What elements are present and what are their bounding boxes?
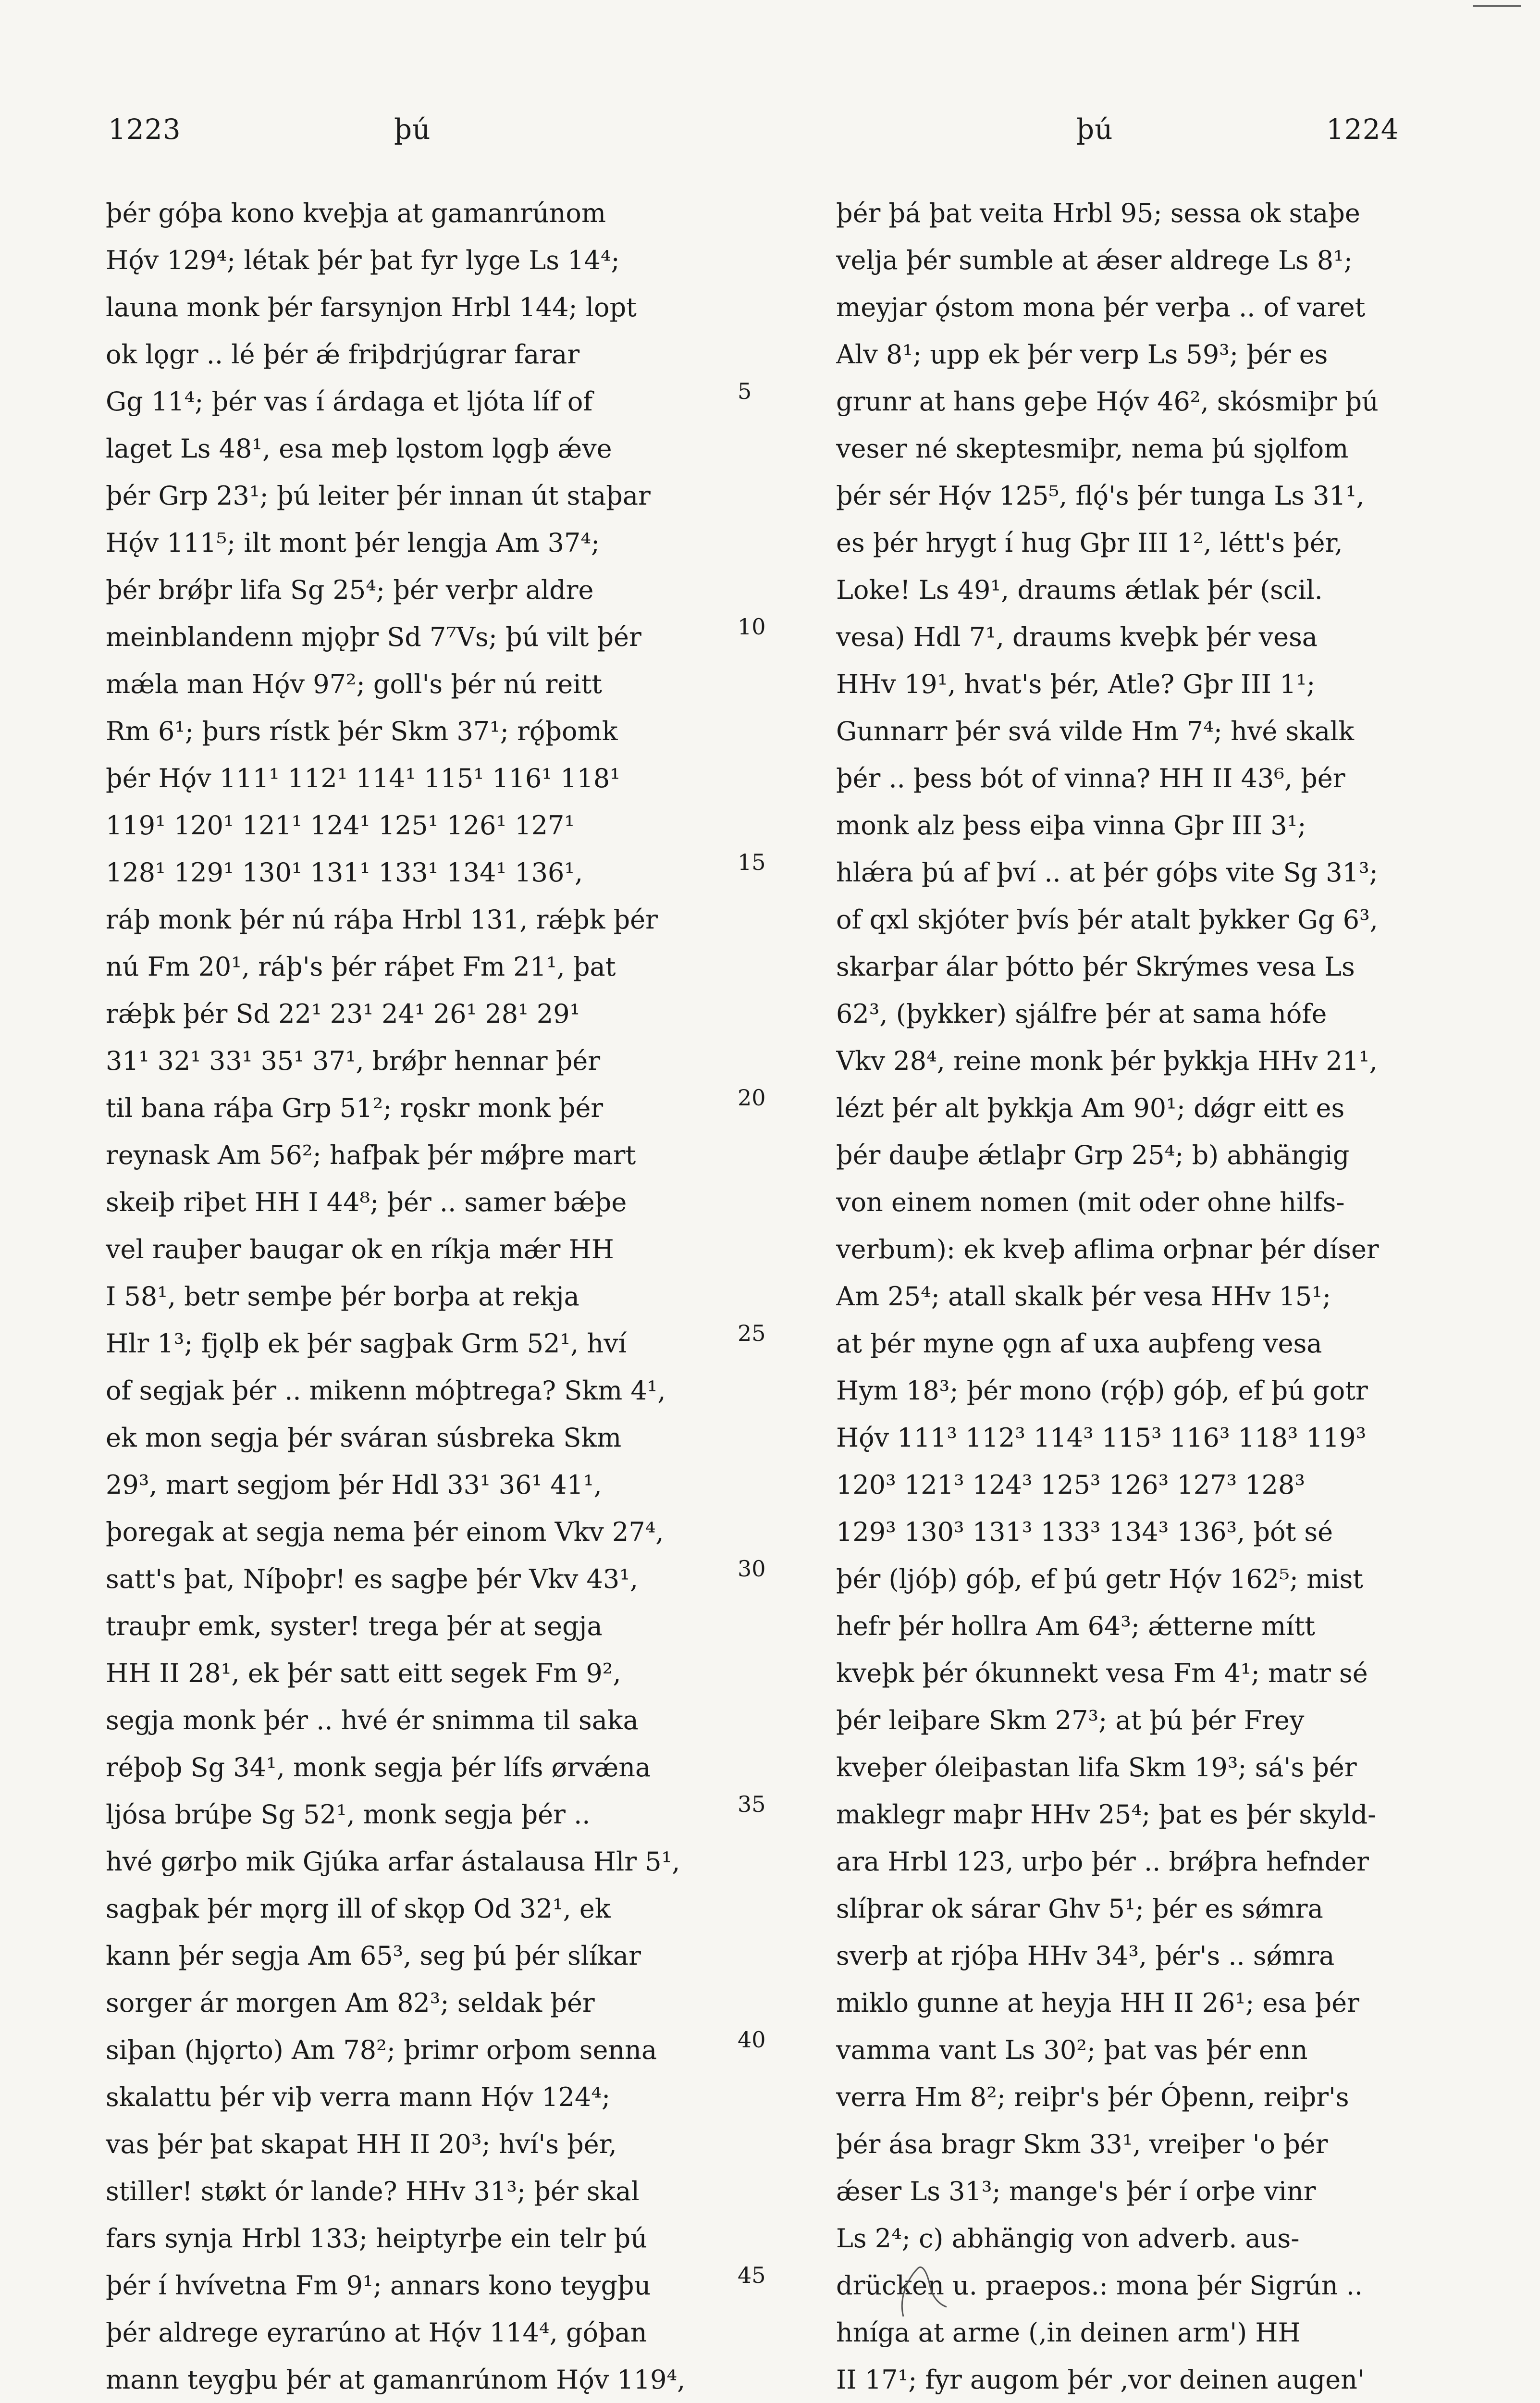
right-column-line: Ls 2⁴; c) abhängig von adverb. aus-	[836, 2223, 1300, 2254]
line-number: 40	[738, 2027, 766, 2053]
right-column-line: hníga at arme (‚in deinen arm') HH	[836, 2317, 1301, 2348]
left-column-line: launa monk þér farsynjon Hrbl 144; lopt	[106, 292, 637, 322]
right-column-line: vamma vant Ls 30²; þat vas þér enn	[836, 2035, 1308, 2065]
right-column-line: hefr þér hollra Am 64³; ǽtterne mítt	[836, 1611, 1315, 1641]
left-text-column	[106, 190, 723, 2403]
left-column-line: trauþr emk, syster! trega þér at segja	[106, 1611, 603, 1641]
right-column-line: ara Hrbl 123, urþo þér .. brǿþra hefnder	[836, 1846, 1369, 1877]
right-column-line: maklegr maþr HHv 25⁴; þat es þér skyld-	[836, 1799, 1377, 1830]
scan-mark	[1473, 5, 1521, 7]
left-column-line: þér í hvívetna Fm 9¹; annars kono teygþu	[106, 2270, 651, 2301]
left-column-line: siþan (hjǫrto) Am 78²; þrimr orþom senna	[106, 2035, 657, 2065]
left-column-line: satt's þat, Níþoþr! es sagþe þér Vkv 43¹,	[106, 1564, 639, 1594]
left-column-line: of segjak þér .. mikenn móþtrega? Skm 4¹,	[106, 1375, 666, 1406]
right-column-line: hlǽra þú af því .. at þér góþs vite Sg 31³;	[836, 857, 1378, 888]
right-column-line: sverþ at rjóþa HHv 34³, þér's .. sǿmra	[836, 1941, 1335, 1971]
left-column-line: 31¹ 32¹ 33¹ 35¹ 37¹, brǿþr hennar þér	[106, 1046, 601, 1076]
right-column-line: 129³ 130³ 131³ 133³ 134³ 136³, þót sé	[836, 1517, 1333, 1547]
left-column-line: ljósa brúþe Sg 52¹, monk segja þér ..	[106, 1799, 591, 1830]
left-column-line: ok lǫgr .. lé þér ǽ friþdrjúgrar farar	[106, 339, 580, 370]
left-column-line: mann teygþu þér at gamanrúnom Hǫ́v 119⁴,	[106, 2365, 686, 2395]
right-column-line: kveþk þér ókunnekt vesa Fm 4¹; matr sé	[836, 1658, 1368, 1688]
right-column-line: Hǫ́v 111³ 112³ 114³ 115³ 116³ 118³ 119³	[836, 1423, 1367, 1453]
left-column-line: vas þér þat skapat HH II 20³; hví's þér,	[106, 2129, 617, 2159]
left-column-line: þoregak at segja nema þér einom Vkv 27⁴,	[106, 1517, 664, 1547]
left-column-line: stiller! støkt ór lande? HHv 31³; þér skal	[106, 2176, 640, 2206]
right-column-line: drücken u. praepos.: mona þér Sigrún ..	[836, 2270, 1363, 2301]
left-column-line: þér Grp 23¹; þú leiter þér innan út staþar	[106, 481, 651, 511]
left-column-line: fars synja Hrbl 133; heiptyrþe ein telr þú	[106, 2223, 648, 2254]
left-column-line: ek mon segja þér sváran súsbreka Skm	[106, 1423, 622, 1453]
right-column-line: þér ása bragr Skm 33¹, vreiþer 'o þér	[836, 2129, 1328, 2159]
right-column-line: ǽser Ls 31³; mange's þér í orþe vinr	[836, 2176, 1316, 2206]
right-column-line: verra Hm 8²; reiþr's þér Óþenn, reiþr's	[836, 2082, 1349, 2112]
right-column-line: monk alz þess eiþa vinna Gþr III 3¹;	[836, 810, 1306, 841]
right-column-line: at þér myne ǫgn af uxa auþfeng vesa	[836, 1328, 1322, 1359]
right-column-line: Am 25⁴; atall skalk þér vesa HHv 15¹;	[836, 1281, 1331, 1312]
left-column-line: hvé gørþo mik Gjúka arfar ástalausa Hlr 5¹,	[106, 1846, 680, 1877]
left-column-line: 128¹ 129¹ 130¹ 131¹ 133¹ 134¹ 136¹,	[106, 857, 583, 888]
right-column-line: meyjar ǫ́stom mona þér verþa .. of varet	[836, 292, 1366, 322]
right-column-line: kveþer óleiþastan lifa Skm 19³; sá's þér	[836, 1752, 1357, 1783]
left-page-number: 1223	[108, 113, 181, 146]
right-column-line: lézt þér alt þykkja Am 90¹; dǿgr eitt es	[836, 1093, 1345, 1123]
right-column-line: Loke! Ls 49¹, draums ǽtlak þér (scil.	[836, 575, 1323, 605]
left-column-line: réþoþ Sg 34¹, monk segja þér lífs ørvǽna	[106, 1752, 651, 1783]
left-column-line: reynask Am 56²; hafþak þér mǿþre mart	[106, 1140, 636, 1170]
left-column-line: þér Hǫ́v 111¹ 112¹ 114¹ 115¹ 116¹ 118¹	[106, 763, 620, 793]
left-column-line: mǽla man Hǫ́v 97²; goll's þér nú reitt	[106, 669, 602, 699]
right-column-line: HHv 19¹, hvat's þér, Atle? Gþr III 1¹;	[836, 669, 1316, 699]
line-number: 20	[738, 1085, 766, 1111]
left-column-line: þér góþa kono kveþja at gamanrúnom	[106, 198, 606, 228]
left-column-line: Hǫ́v 111⁵; ilt mont þér lengja Am 37⁴;	[106, 528, 600, 558]
left-column-line: sorger ár morgen Am 82³; seldak þér	[106, 1988, 595, 2018]
right-column-line: þér þá þat veita Hrbl 95; sessa ok staþe	[836, 198, 1360, 228]
right-column-line: Gunnarr þér svá vilde Hm 7⁴; hvé skalk	[836, 716, 1355, 746]
left-column-line: vel rauþer baugar ok en ríkja mǽr HH	[106, 1234, 614, 1264]
left-running-headword: þú	[394, 113, 431, 146]
right-column-line: Hym 18³; þér mono (rǫ́þ) góþ, ef þú gotr	[836, 1375, 1368, 1406]
left-column-line: Hǫ́v 129⁴; létak þér þat fyr lyge Ls 14⁴;	[106, 245, 620, 275]
pencil-mark-icon	[894, 2259, 951, 2321]
right-column-line: skarþar álar þótto þér Skrýmes vesa Ls	[836, 952, 1355, 982]
line-number: 10	[738, 614, 766, 640]
left-column-line: HH II 28¹, ek þér satt eitt segek Fm 9²,	[106, 1658, 621, 1688]
right-column-line: slíþrar ok sárar Ghv 5¹; þér es sǿmra	[836, 1894, 1323, 1924]
right-column-line: þér sér Hǫ́v 125⁵, flǫ́'s þér tunga Ls 31¹,	[836, 481, 1365, 511]
right-column-line: vesa) Hdl 7¹, draums kveþk þér vesa	[836, 622, 1318, 652]
left-column-line: nú Fm 20¹, ráþ's þér ráþet Fm 21¹, þat	[106, 952, 616, 982]
right-column-line: 120³ 121³ 124³ 125³ 126³ 127³ 128³	[836, 1470, 1306, 1500]
left-column-line: ráþ monk þér nú ráþa Hrbl 131, rǽþk þér	[106, 904, 658, 935]
right-running-headword: þú	[1076, 113, 1113, 146]
right-column-line: Alv 8¹; upp ek þér verp Ls 59³; þér es	[836, 339, 1328, 370]
left-column-line: skalattu þér viþ verra mann Hǫ́v 124⁴;	[106, 2082, 611, 2112]
left-column-line: Rm 6¹; þurs rístk þér Skm 37¹; rǫ́þomk	[106, 716, 618, 746]
right-column-line: II 17¹; fyr augom þér ‚vor deinen augen'	[836, 2365, 1365, 2395]
right-column-line: von einem nomen (mit oder ohne hilfs-	[836, 1187, 1345, 1217]
line-number: 30	[738, 1556, 766, 1582]
right-column-line: þér dauþe ǽtlaþr Grp 25⁴; b) abhängig	[836, 1140, 1350, 1170]
line-number: 25	[738, 1320, 766, 1346]
left-column-line: I 58¹, betr semþe þér borþa at rekja	[106, 1281, 579, 1312]
left-column-line: þér aldrege eyrarúno at Hǫ́v 114⁴, góþan	[106, 2317, 647, 2348]
line-number: 15	[738, 849, 766, 875]
right-column-line: es þér hrygt í hug Gþr III 1², létt's þér,	[836, 528, 1343, 558]
left-column-line: kann þér segja Am 65³, seg þú þér slíkar	[106, 1941, 641, 1971]
right-column-line: of qxl skjóter þvís þér atalt þykker Gg 6³,	[836, 904, 1378, 935]
right-column-line: þér (ljóþ) góþ, ef þú getr Hǫ́v 162⁵; mist	[836, 1564, 1363, 1594]
right-column-line: velja þér sumble at ǽser aldrege Ls 8¹;	[836, 245, 1353, 275]
right-column-line: þér leiþare Skm 27³; at þú þér Frey	[836, 1705, 1305, 1735]
left-column-line: meinblandenn mjǫþr Sd 7⁷Vs; þú vilt þér	[106, 622, 641, 652]
left-column-line: til bana ráþa Grp 51²; rǫskr monk þér	[106, 1093, 604, 1123]
left-column-line: þér brǿþr lifa Sg 25⁴; þér verþr aldre	[106, 575, 594, 605]
right-page-number: 1224	[1326, 113, 1399, 146]
left-column-line: rǽþk þér Sd 22¹ 23¹ 24¹ 26¹ 28¹ 29¹	[106, 999, 580, 1029]
right-text-column	[836, 190, 1454, 2403]
left-column-line: Hlr 1³; fjǫlþ ek þér sagþak Grm 52¹, hví	[106, 1328, 627, 1359]
left-column-line: laget Ls 48¹, esa meþ lǫstom lǫgþ ǽve	[106, 434, 612, 464]
left-column-line: segja monk þér .. hvé ér snimma til saka	[106, 1705, 639, 1735]
left-column-line: Gg 11⁴; þér vas í árdaga et ljóta líf of	[106, 386, 593, 417]
right-column-line: veser né skeptesmiþr, nema þú sjǫlfom	[836, 434, 1349, 464]
right-column-line: grunr at hans geþe Hǫ́v 46², skósmiþr þú	[836, 386, 1379, 417]
right-column-line: verbum): ek kveþ aflima orþnar þér díser	[836, 1234, 1379, 1264]
line-number: 5	[738, 378, 752, 404]
left-column-line: 29³, mart segjom þér Hdl 33¹ 36¹ 41¹,	[106, 1470, 602, 1500]
right-column-line: 62³, (þykker) sjálfre þér at sama hófe	[836, 999, 1327, 1029]
left-column-line: skeiþ riþet HH I 44⁸; þér .. samer bǽþe	[106, 1187, 627, 1217]
right-column-line: miklo gunne at heyja HH II 26¹; esa þér	[836, 1988, 1359, 2018]
right-column-line: Vkv 28⁴, reine monk þér þykkja HHv 21¹,	[836, 1046, 1378, 1076]
right-column-line: þér .. þess bót of vinna? HH II 43⁶, þér	[836, 763, 1345, 793]
left-column-line: sagþak þér mǫrg ill of skǫp Od 32¹, ek	[106, 1894, 611, 1924]
line-number: 45	[738, 2262, 766, 2288]
left-column-line: 119¹ 120¹ 121¹ 124¹ 125¹ 126¹ 127¹	[106, 810, 575, 841]
line-number: 35	[738, 1791, 766, 1817]
